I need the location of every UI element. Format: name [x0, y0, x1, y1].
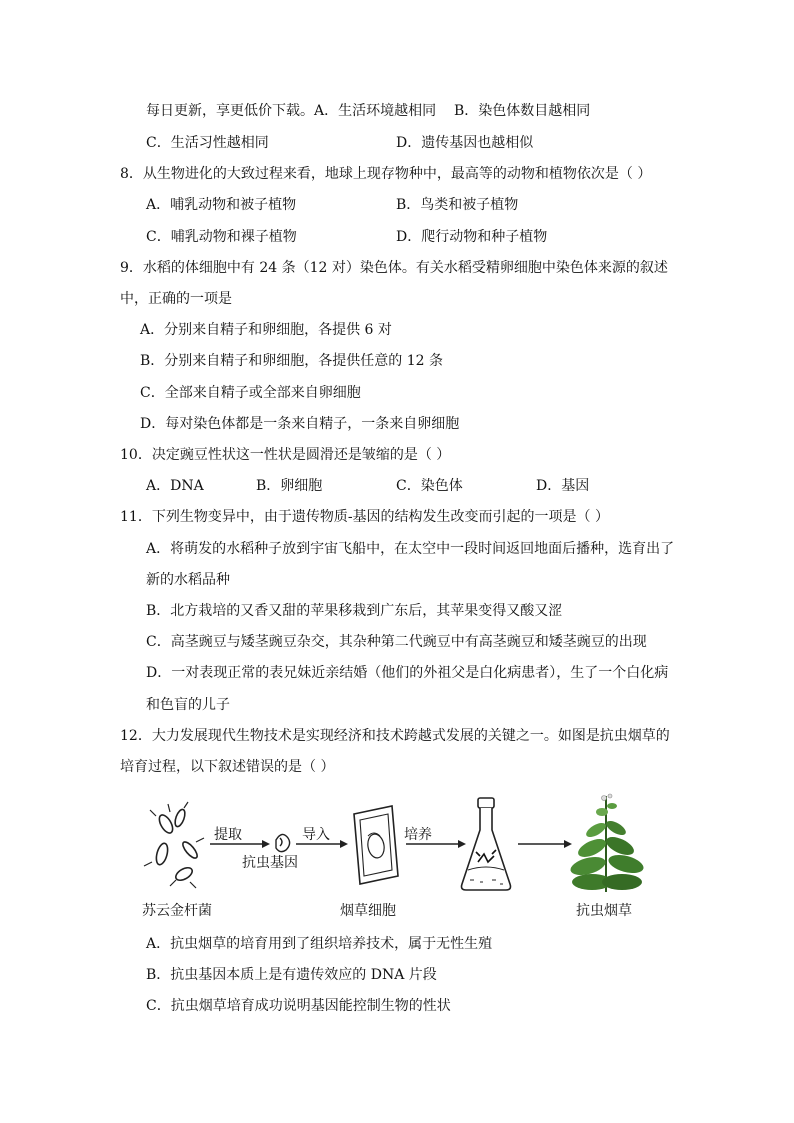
q10-option-b: B．卵细胞	[256, 478, 323, 494]
q12-stem-line1: 12．大力发展现代生物技术是实现经济和技术跨越式发展的关键之一。如图是抗虫烟草的	[120, 728, 670, 744]
q11-stem: 11．下列生物变异中，由于遗传物质-基因的结构发生改变而引起的一项是（ ）	[120, 509, 609, 525]
q9-option-c: C．全部来自精子或全部来自卵细胞	[140, 385, 361, 401]
q7-option-b: B．染色体数目越相同	[454, 103, 591, 119]
label-plant: 抗虫烟草	[576, 903, 632, 919]
q8-option-a: A．哺乳动物和被子植物	[146, 197, 297, 213]
q7-option-c: C．生活习性越相同	[146, 135, 269, 151]
q10-option-d: D．基因	[536, 478, 590, 494]
gene-fragment-illustration	[276, 834, 290, 851]
q10-option-c: C．染色体	[396, 478, 463, 494]
bacteria-illustration	[144, 802, 204, 888]
q11-option-d-line1: D．一对表现正常的表兄妹近亲结婚（他们的外祖父是白化病患者），生了一个白化病	[146, 665, 669, 681]
plant-cell-illustration	[354, 806, 398, 884]
q12-option-c: C．抗虫烟草培育成功说明基因能控制生物的性状	[146, 998, 451, 1014]
q9-option-d: D．每对染色体都是一条来自精子，一条来自卵细胞	[140, 416, 460, 432]
q8-option-d: D．爬行动物和种子植物	[396, 229, 548, 245]
culture-flask-illustration	[462, 798, 511, 890]
label-culture: 培养	[404, 827, 432, 843]
q8-stem: 8．从生物进化的大致过程来看，地球上现存物种中，最高等的动物和植物依次是（ ）	[120, 166, 652, 182]
q10-option-a: A．DNA	[146, 478, 204, 494]
q7-option-d: D．遗传基因也越相似	[396, 135, 534, 151]
q12-option-a: A．抗虫烟草的培育用到了组织培养技术，属于无性生殖	[146, 936, 493, 952]
label-bacteria: 苏云金杆菌	[142, 903, 212, 919]
q8-option-c: C．哺乳动物和裸子植物	[146, 229, 297, 245]
q11-option-c: C．高茎豌豆与矮茎豌豆杂交，其杂种第二代豌豆中有高茎豌豆和矮茎豌豆的出现	[146, 634, 647, 650]
q12-stem-line2: 培育过程，以下叙述错误的是（ ）	[120, 759, 335, 775]
q10-stem: 10．决定豌豆性状这一性状是圆滑还是皱缩的是（ ）	[120, 447, 451, 463]
q11-option-b: B．北方栽培的又香又甜的苹果移栽到广东后，其苹果变得又酸又涩	[146, 603, 563, 619]
q9-option-a: A．分别来自精子和卵细胞，各提供 6 对	[140, 322, 392, 338]
q9-option-b: B．分别来自精子和卵细胞，各提供任意的 12 条	[140, 353, 444, 369]
q8-option-b: B．鸟类和被子植物	[396, 197, 519, 213]
label-extract: 提取	[214, 827, 242, 843]
q9-stem-line2: 中，正确的一项是	[120, 291, 232, 307]
label-gene: 抗虫基因	[242, 855, 298, 871]
q9-stem-line1: 9．水稻的体细胞中有 24 条（12 对）染色体。有关水稻受精卵细胞中染色体来源的叙述	[120, 260, 668, 276]
tobacco-plant-illustration	[569, 794, 646, 892]
q11-option-a-line1: A．将萌发的水稻种子放到宇宙飞船中，在太空中一段时间返回地面后播种，选育出了	[146, 541, 675, 557]
process-figure	[140, 792, 660, 922]
label-cell: 烟草细胞	[340, 903, 396, 919]
q7-option-a: 每日更新，享更低价下载。A．生活环境越相同	[146, 103, 437, 119]
label-import: 导入	[302, 827, 330, 843]
q11-option-d-line2: 和色盲的儿子	[146, 697, 230, 713]
q11-option-a-line2: 新的水稻品种	[146, 572, 230, 588]
q12-option-b: B．抗虫基因本质上是有遗传效应的 DNA 片段	[146, 967, 437, 983]
